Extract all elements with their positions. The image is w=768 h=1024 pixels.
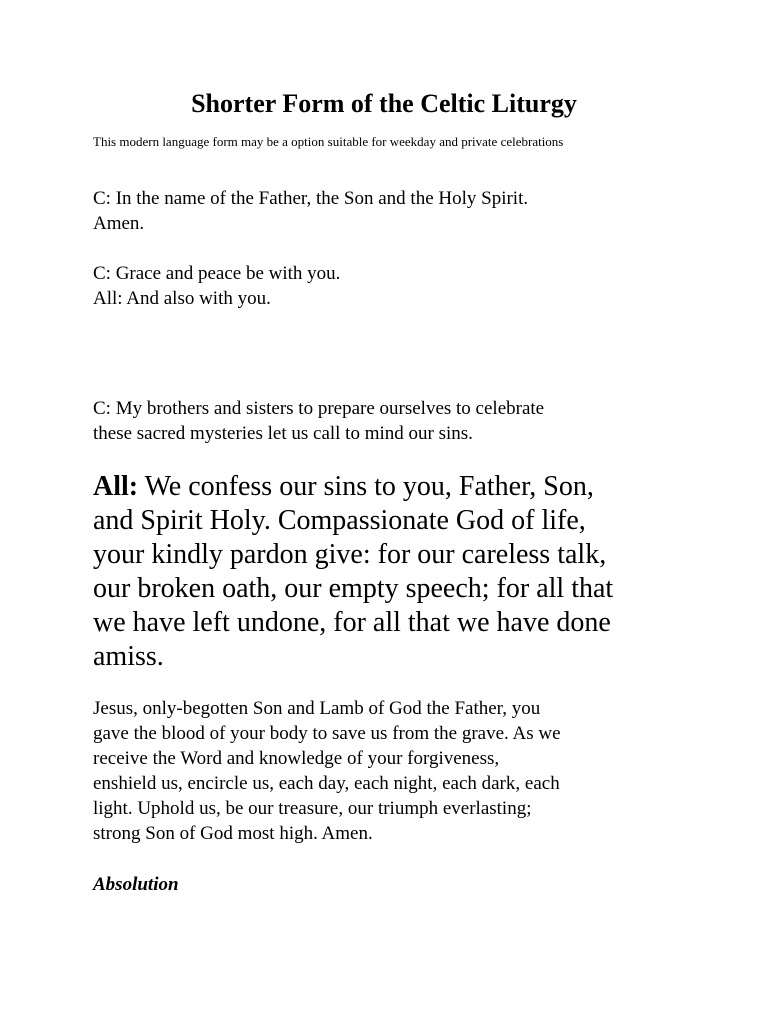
confession-line: amiss. [93, 641, 164, 672]
confession-line: we have left undone, for all that we have done [93, 607, 611, 638]
greeting-line: C: Grace and peace be with you. [93, 263, 341, 284]
document-title: Shorter Form of the Celtic Liturgy [191, 89, 577, 118]
confession-line: our broken oath, our empty speech; for all that [93, 573, 614, 604]
prayer-paragraph [93, 696, 561, 846]
prayer-line: light. Uphold us, be our treasure, our triumph everlasting; [93, 798, 532, 819]
prayer-line: gave the blood of your body to save us from the grave. As we [93, 723, 561, 744]
greeting-line: All: And also with you. [93, 288, 271, 309]
confession-first-line: We confess our sins to you, Father, Son, [138, 471, 594, 502]
document-subtitle: This modern language form may be a option suitable for weekday and private celebrations [93, 134, 564, 149]
confession-line [93, 470, 613, 504]
opening-line: C: In the name of the Father, the Son and the Holy Spirit. [93, 188, 529, 209]
prayer-line: enshield us, encircle us, each day, each night, each dark, each [93, 773, 560, 794]
greeting-paragraph [93, 261, 340, 311]
invitation-line: these sacred mysteries let us call to mind our sins. [93, 423, 473, 444]
prayer-line: receive the Word and knowledge of your forgiveness, [93, 748, 500, 769]
invitation-line: C: My brothers and sisters to prepare ourselves to celebrate [93, 398, 545, 419]
opening-line: Amen. [93, 213, 145, 234]
prayer-line: Jesus, only-begotten Son and Lamb of God the Father, you [93, 698, 541, 719]
absolution-heading: Absolution [93, 874, 179, 895]
prayer-line: strong Son of God most high. Amen. [93, 823, 373, 844]
confession-paragraph [93, 470, 613, 674]
confession-line: your kindly pardon give: for our careless talk, [93, 539, 607, 570]
confession-line: and Spirit Holy. Compassionate God of life, [93, 505, 586, 536]
confession-lead: All: [93, 471, 139, 502]
opening-paragraph [93, 186, 528, 236]
invitation-paragraph [93, 396, 544, 446]
